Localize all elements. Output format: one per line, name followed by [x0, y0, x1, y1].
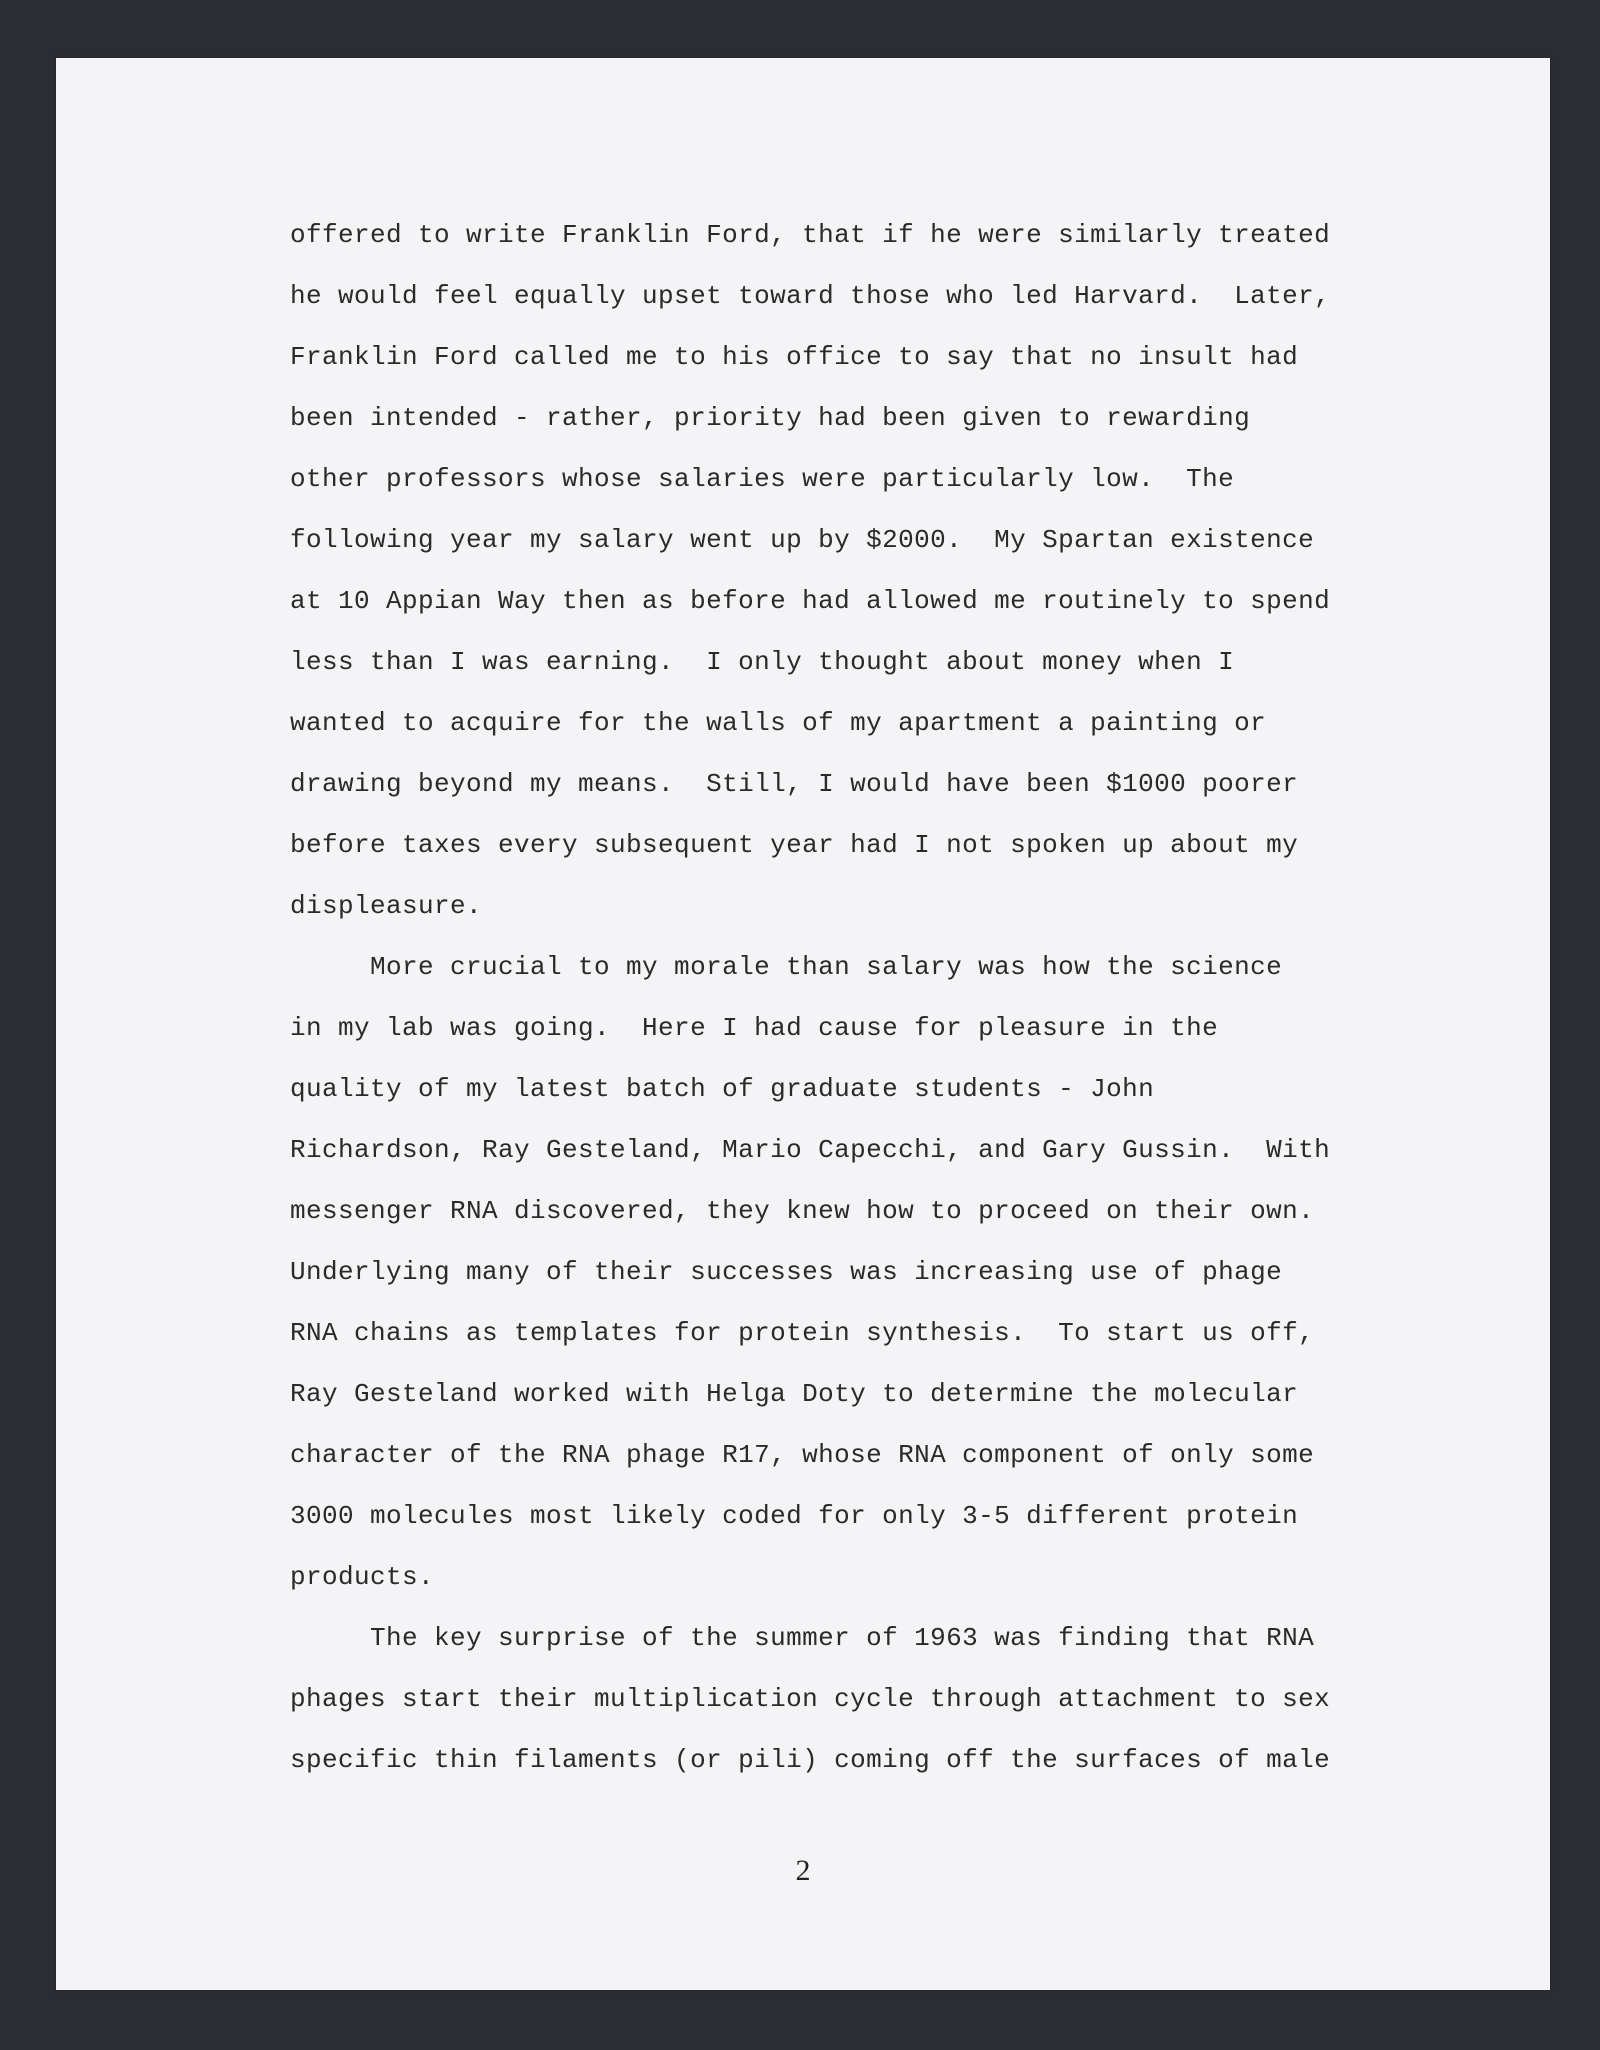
text-line: products.	[290, 1562, 435, 1592]
text-line: Franklin Ford called me to his office to say that no insult had	[290, 342, 1299, 372]
text-line: in my lab was going. Here I had cause for pleasure in the	[290, 1013, 1219, 1043]
text-line: wanted to acquire for the walls of my apartment a painting or	[290, 708, 1267, 738]
text-line: Richardson, Ray Gesteland, Mario Capecchi, and Gary Gussin. With	[290, 1135, 1331, 1165]
text-line: character of the RNA phage R17, whose RNA component of only some	[290, 1440, 1315, 1470]
text-line: quality of my latest batch of graduate students - John	[290, 1074, 1155, 1104]
text-line: More crucial to my morale than salary was how the science	[290, 952, 1283, 982]
text-line: other professors whose salaries were particularly low. The	[290, 464, 1235, 494]
text-line: Underlying many of their successes was increasing use of phage	[290, 1257, 1283, 1287]
text-line: The key surprise of the summer of 1963 was finding that RNA	[290, 1623, 1315, 1653]
page-number: 2	[795, 1854, 811, 1887]
text-line: displeasure.	[290, 891, 483, 921]
text-line: 3000 molecules most likely coded for only 3-5 different protein	[290, 1501, 1299, 1531]
text-line: been intended - rather, priority had been given to rewarding	[290, 403, 1251, 433]
text-line: at 10 Appian Way then as before had allowed me routinely to spend	[290, 586, 1331, 616]
document-page	[56, 58, 1550, 1990]
text-line: less than I was earning. I only thought about money when I	[290, 647, 1235, 677]
text-line: RNA chains as templates for protein synthesis. To start us off,	[290, 1318, 1315, 1348]
text-line: phages start their multiplication cycle through attachment to sex	[290, 1684, 1331, 1714]
text-line: offered to write Franklin Ford, that if he were similarly treated	[290, 220, 1331, 250]
text-line: specific thin filaments (or pili) coming off the surfaces of male	[290, 1745, 1331, 1775]
text-line: Ray Gesteland worked with Helga Doty to determine the molecular	[290, 1379, 1299, 1409]
text-line: following year my salary went up by $2000. My Spartan existence	[290, 525, 1315, 555]
text-line: drawing beyond my means. Still, I would have been $1000 poorer	[290, 769, 1299, 799]
text-line: messenger RNA discovered, they knew how to proceed on their own.	[290, 1196, 1315, 1226]
text-line: before taxes every subsequent year had I not spoken up about my	[290, 830, 1299, 860]
text-line: he would feel equally upset toward those who led Harvard. Later,	[290, 281, 1331, 311]
